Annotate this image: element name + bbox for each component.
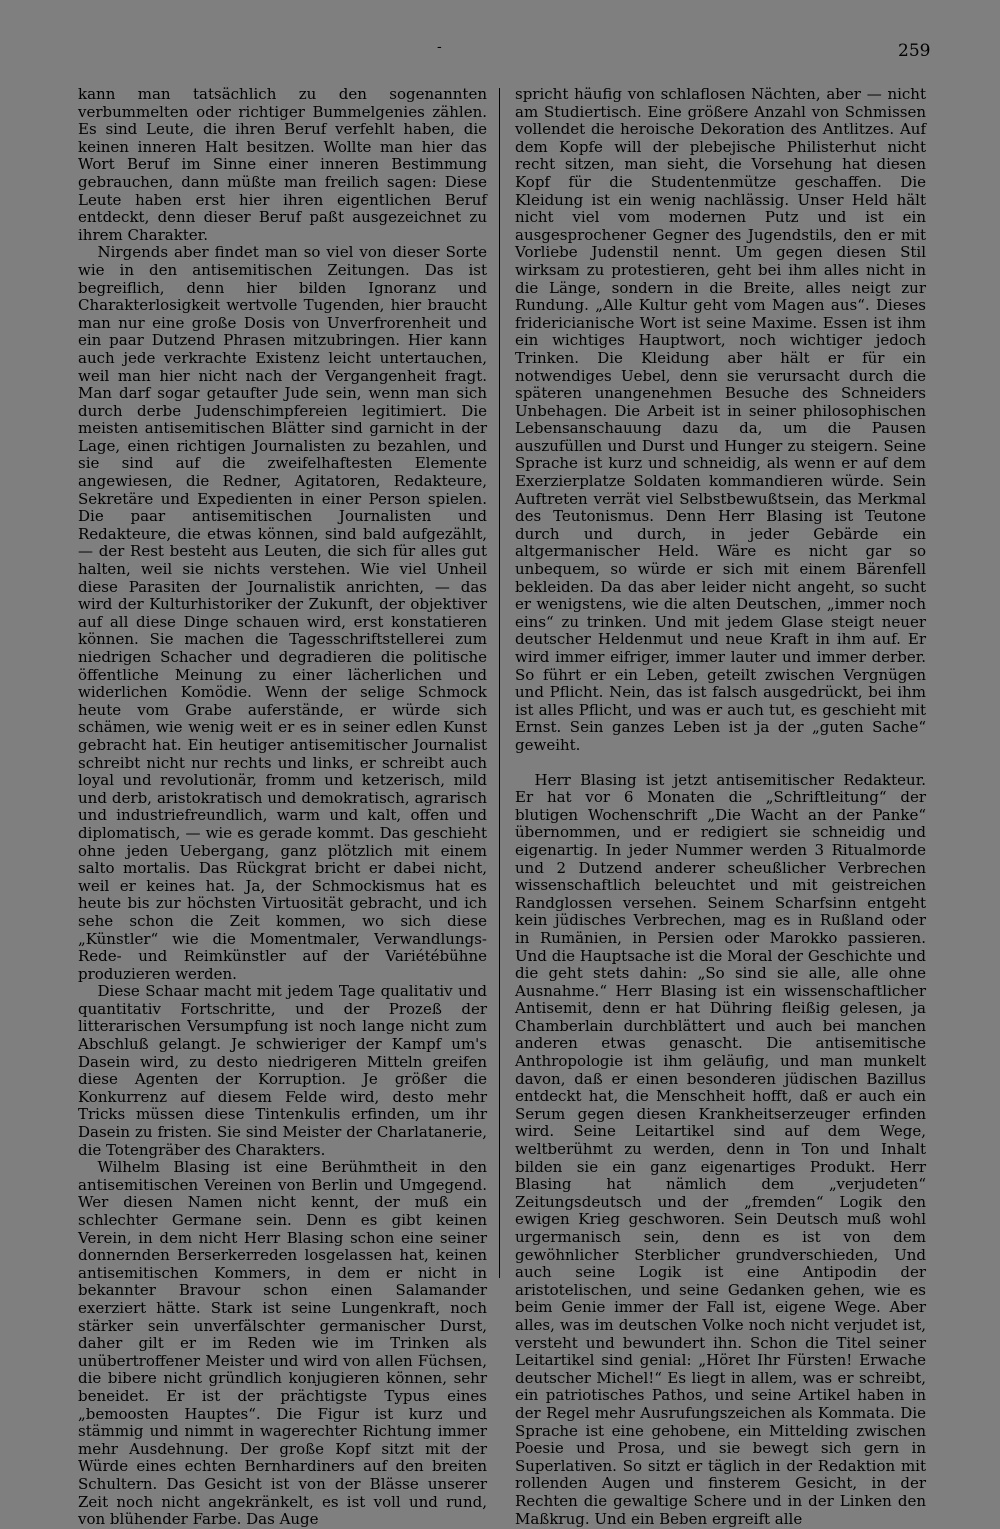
paragraph: Wilhelm Blasing ist eine Berühmtheit in den antisemitischen Vereinen von Berlin und Umgegend. Wer diesen Namen nicht kennt, der muß ein schlechter Germane sein. Denn es gibt keinen Verein, in dem nicht Herr Blasing schon eine seiner donnernden Berserkerreden losgelassen hat, keinen antisemitischen Kommers, in dem er nicht in bekannter Bravour schon einen Salamander exerziert hätte. Stark ist seine Lungenkraft, noch stärker sein unverfälschter germanischer Durst, daher gilt er im Reden wie im Trinken als unübertroffener Meister und wird von allen Füchsen, die bibere nicht gründlich konjugieren können, sehr beneidet. Er ist der prächtigste Typus eines „bemoosten Hauptes“. Die Figur ist kurz und stämmig und nimmt in wagerechter Richtung immer mehr Ausdehnung. Der große Kopf sitzt mit der Würde eines echten Bernhardiners auf den breiten Schultern. Das Gesicht ist von der Blässe unserer Zeit noch nicht angekränkelt, es ist voll und rund, von blühender Farbe. Das Auge	[78, 1158, 487, 1529]
paragraph: spricht häufig von schlaflosen Nächten, aber — nicht am Studiertisch. Eine größere Anzahl von Schmissen vollendet die heroische Dekoration des Antlitzes. Auf dem Kopfe will der plebejische Philisterhut nicht recht sitzen, man sieht, die Vorsehung hat diesen Kopf für die Studentenmütze geschaffen. Die Kleidung ist ein wenig nachlässig. Unser Held hält nicht viel vom modernen Putz und ist ein ausgesprochener Gegner des Jugendstils, den er mit Vorliebe Judenstil nennt. Um gegen diesen Stil wirksam zu protestieren, geht bei ihm alles nicht in die Länge, sondern in die Breite, alles neigt zur Rundung. „Alle Kultur geht vom Magen aus“. Dieses fridericianische Wort ist seine Maxime. Essen ist ihm ein wichtiges Hauptwort, noch wichtiger jedoch Trinken. Die Kleidung aber hält er für ein notwendiges Uebel, denn sie verursacht durch die späteren unangenehmen Besuche des Schneiders Unbehagen. Die Arbeit ist in seiner philosophischen Lebensanschauung dazu da, um die Pausen auszufüllen und Durst und Hunger zu steigern. Seine Sprache ist kurz und schneidig, als wenn er auf dem Exerzierplatze Soldaten kommandieren würde. Sein Auftreten verrät viel Selbstbewußtsein, das Merkmal des Teutonismus. Denn Herr Blasing ist Teutone durch und durch, in jeder Gebärde ein altgermanischer Held. Wäre es nicht gar so unbequem, so würde er sich mit einem Bärenfell bekleiden. Da das aber leider nicht angeht, so sucht er wenigstens, wie die alten Deutschen, „immer noch eins“ zu trinken. Und mit jedem Glase steigt neuer deutscher Heldenmut und neue Kraft in ihm auf. Er wird immer eifriger, immer lauter und immer derber. So führt er ein Leben, geteilt zwischen Vergnügen und Pflicht. Nein, das ist falsch ausgedrückt, bei ihm ist alles Pflicht, und was er auch tut, es geschieht mit Ernst. Sein ganzes Leben ist ja der „guten Sache“ geweiht.	[515, 85, 926, 754]
paragraph: kann man tatsächlich zu den sogenannten verbummelten oder richtiger Bummelgenies zählen. Es sind Leute, die ihren Beruf verfehlt haben, die keinen inneren Halt besitzen. Wollte man hier das Wort Beruf im Sinne einer inneren Bestimmung gebrauchen, dann müßte man freilich sagen: Diese Leute haben erst hier ihren eigentlichen Beruf entdeckt, denn dieser Beruf paßt ausgezeichnet zu ihrem Charakter.	[78, 85, 487, 244]
paragraph: Diese Schaar macht mit jedem Tage qualitativ und quantitativ Fortschritte, und der Prozeß der litterarischen Versumpfung ist noch lange nicht zum Abschluß gelangt. Je schwieriger der Kampf um's Dasein wird, zu desto niedrigeren Mitteln greifen diese Agenten der Korruption. Je größer die Konkurrenz auf diesem Felde wird, desto mehr Tricks müssen diese Tintenkulis erfinden, um ihr Dasein zu fristen. Sie sind Meister der Charlatanerie, die Totengräber des Charakters.	[78, 982, 487, 1159]
left-column	[78, 85, 487, 1529]
header-mark: -	[437, 39, 442, 55]
page-number: 259	[898, 41, 931, 61]
paragraph: Nirgends aber findet man so viel von dieser Sorte wie in den antisemitischen Zeitungen. Das ist begreiflich, denn hier bilden Ignoranz und Charakterlosigkeit wertvolle Tugenden, hier braucht man nur eine große Dosis von Unverfrorenheit und ein paar Dutzend Phrasen mitzubringen. Hier kann auch jede verkrachte Existenz leicht untertauchen, weil man hier nicht nach der Vergangenheit fragt. Man darf sogar getaufter Jude sein, wenn man sich durch derbe Judenschimpfereien legitimiert. Die meisten antisemitischen Blätter sind garnicht in der Lage, einen richtigen Journalisten zu bezahlen, und sie sind auf die zweifelhaftesten Elemente angewiesen, die Redner, Agitatoren, Redakteure, Sekretäre und Expedienten in einer Person spielen. Die paar antisemitischen Journalisten und Redakteure, die etwas können, sind bald aufgezählt, — der Rest besteht aus Leuten, die sich für alles gut halten, weil sie nichts verstehen. Wie viel Unheil diese Parasiten der Journalistik anrichten, — das wird der Kulturhistoriker der Zukunft, der objektiver auf all diese Dinge schauen wird, erst konstatieren können. Sie machen die Tagesschriftstellerei zum niedrigen Schacher und degradieren die politische öffentliche Meinung zu einer lächerlichen und widerlichen Komödie. Wenn der selige Schmock heute vom Grabe auferstände, er würde sich schämen, wie wenig weit er es in seiner edlen Kunst gebracht hat. Ein heutiger antisemitischer Journalist schreibt nicht nur rechts und links, er schreibt auch loyal und revolutionär, fromm und ketzerisch, mild und derb, aristokratisch und demokratisch, agrarisch und industriefreundlich, warm und kalt, offen und diplomatisch, — wie es gerade kommt. Das geschieht ohne jeden Uebergang, ganz plötzlich mit einem salto mortalis. Das Rückgrat bricht er dabei nicht, weil er keines hat. Ja, der Schmockismus hat es heute bis zur höchsten Virtuosität gebracht, und ich sehe schon die Zeit kommen, wo sich diese „Künstler“ wie die Momentmaler, Verwandlungs-Rede- und Reimkünstler auf der Variétébühne produzieren werden.	[78, 243, 487, 983]
right-column	[515, 85, 926, 1528]
column-divider	[499, 88, 500, 1278]
paragraph: Herr Blasing ist jetzt antisemitischer Redakteur. Er hat vor 6 Monaten die „Schriftleitung“ der blutigen Wochenschrift „Die Wacht an der Panke“ übernommen, und er redigiert sie schneidig und eigenartig. In jeder Nummer werden 3 Ritualmorde und 2 Dutzend anderer scheußlicher Verbrechen wissenschaftlich beleuchtet und mit geistreichen Randglossen versehen. Seinem Scharfsinn entgeht kein jüdisches Verbrechen, mag es in Rußland oder in Rumänien, in Persien oder Marokko passieren. Und die Hauptsache ist die Moral der Geschichte und die geht stets dahin: „So sind sie alle, alle ohne Ausnahme.“ Herr Blasing ist ein wissenschaftlicher Antisemit, denn er hat Dühring fleißig gelesen, ja Chamberlain durchblättert und auch bei manchen anderen etwas genascht. Die antisemitische Anthropologie ist ihm geläufig, und man munkelt davon, daß er einen besonderen jüdischen Bazillus entdeckt hat, die Menschheit hofft, daß er auch ein Serum gegen diesen Krankheitserzeuger erfinden wird. Seine Leitartikel sind auf dem Wege, weltberühmt zu werden, denn in Ton und Inhalt bilden sie ein ganz eigenartiges Produkt. Herr Blasing hat nämlich dem „verjudeten“ Zeitungsdeutsch und der „fremden“ Logik den ewigen Krieg geschworen. Sein Deutsch muß wohl urgermanisch sein, denn es ist von dem gewöhnlicher Sterblicher grundverschieden, Und auch seine Logik ist eine Antipodin der aristotelischen, und seine Gedanken gehen, wie es beim Genie immer der Fall ist, eigene Wege. Aber alles, was im deutschen Volke noch nicht verjudet ist, versteht und bewundert ihn. Schon die Titel seiner Leitartikel sind genial: „Höret Ihr Fürsten! Erwache deutscher Michel!“ Es liegt in allem, was er schreibt, ein patriotisches Pathos, und seine Artikel haben in der Regel mehr Ausrufungszeichen als Kommata. Die Sprache ist eine gehobene, ein Mittelding zwischen Poesie und Prosa, und sie bewegt sich gern in Superlativen. So sitzt er täglich in der Redaktion mit rollenden Augen und finsterem Gesicht, in der Rechten die gewaltige Schere und in der Linken den Maßkrug. Und ein Beben ergreift alle	[515, 770, 926, 1528]
